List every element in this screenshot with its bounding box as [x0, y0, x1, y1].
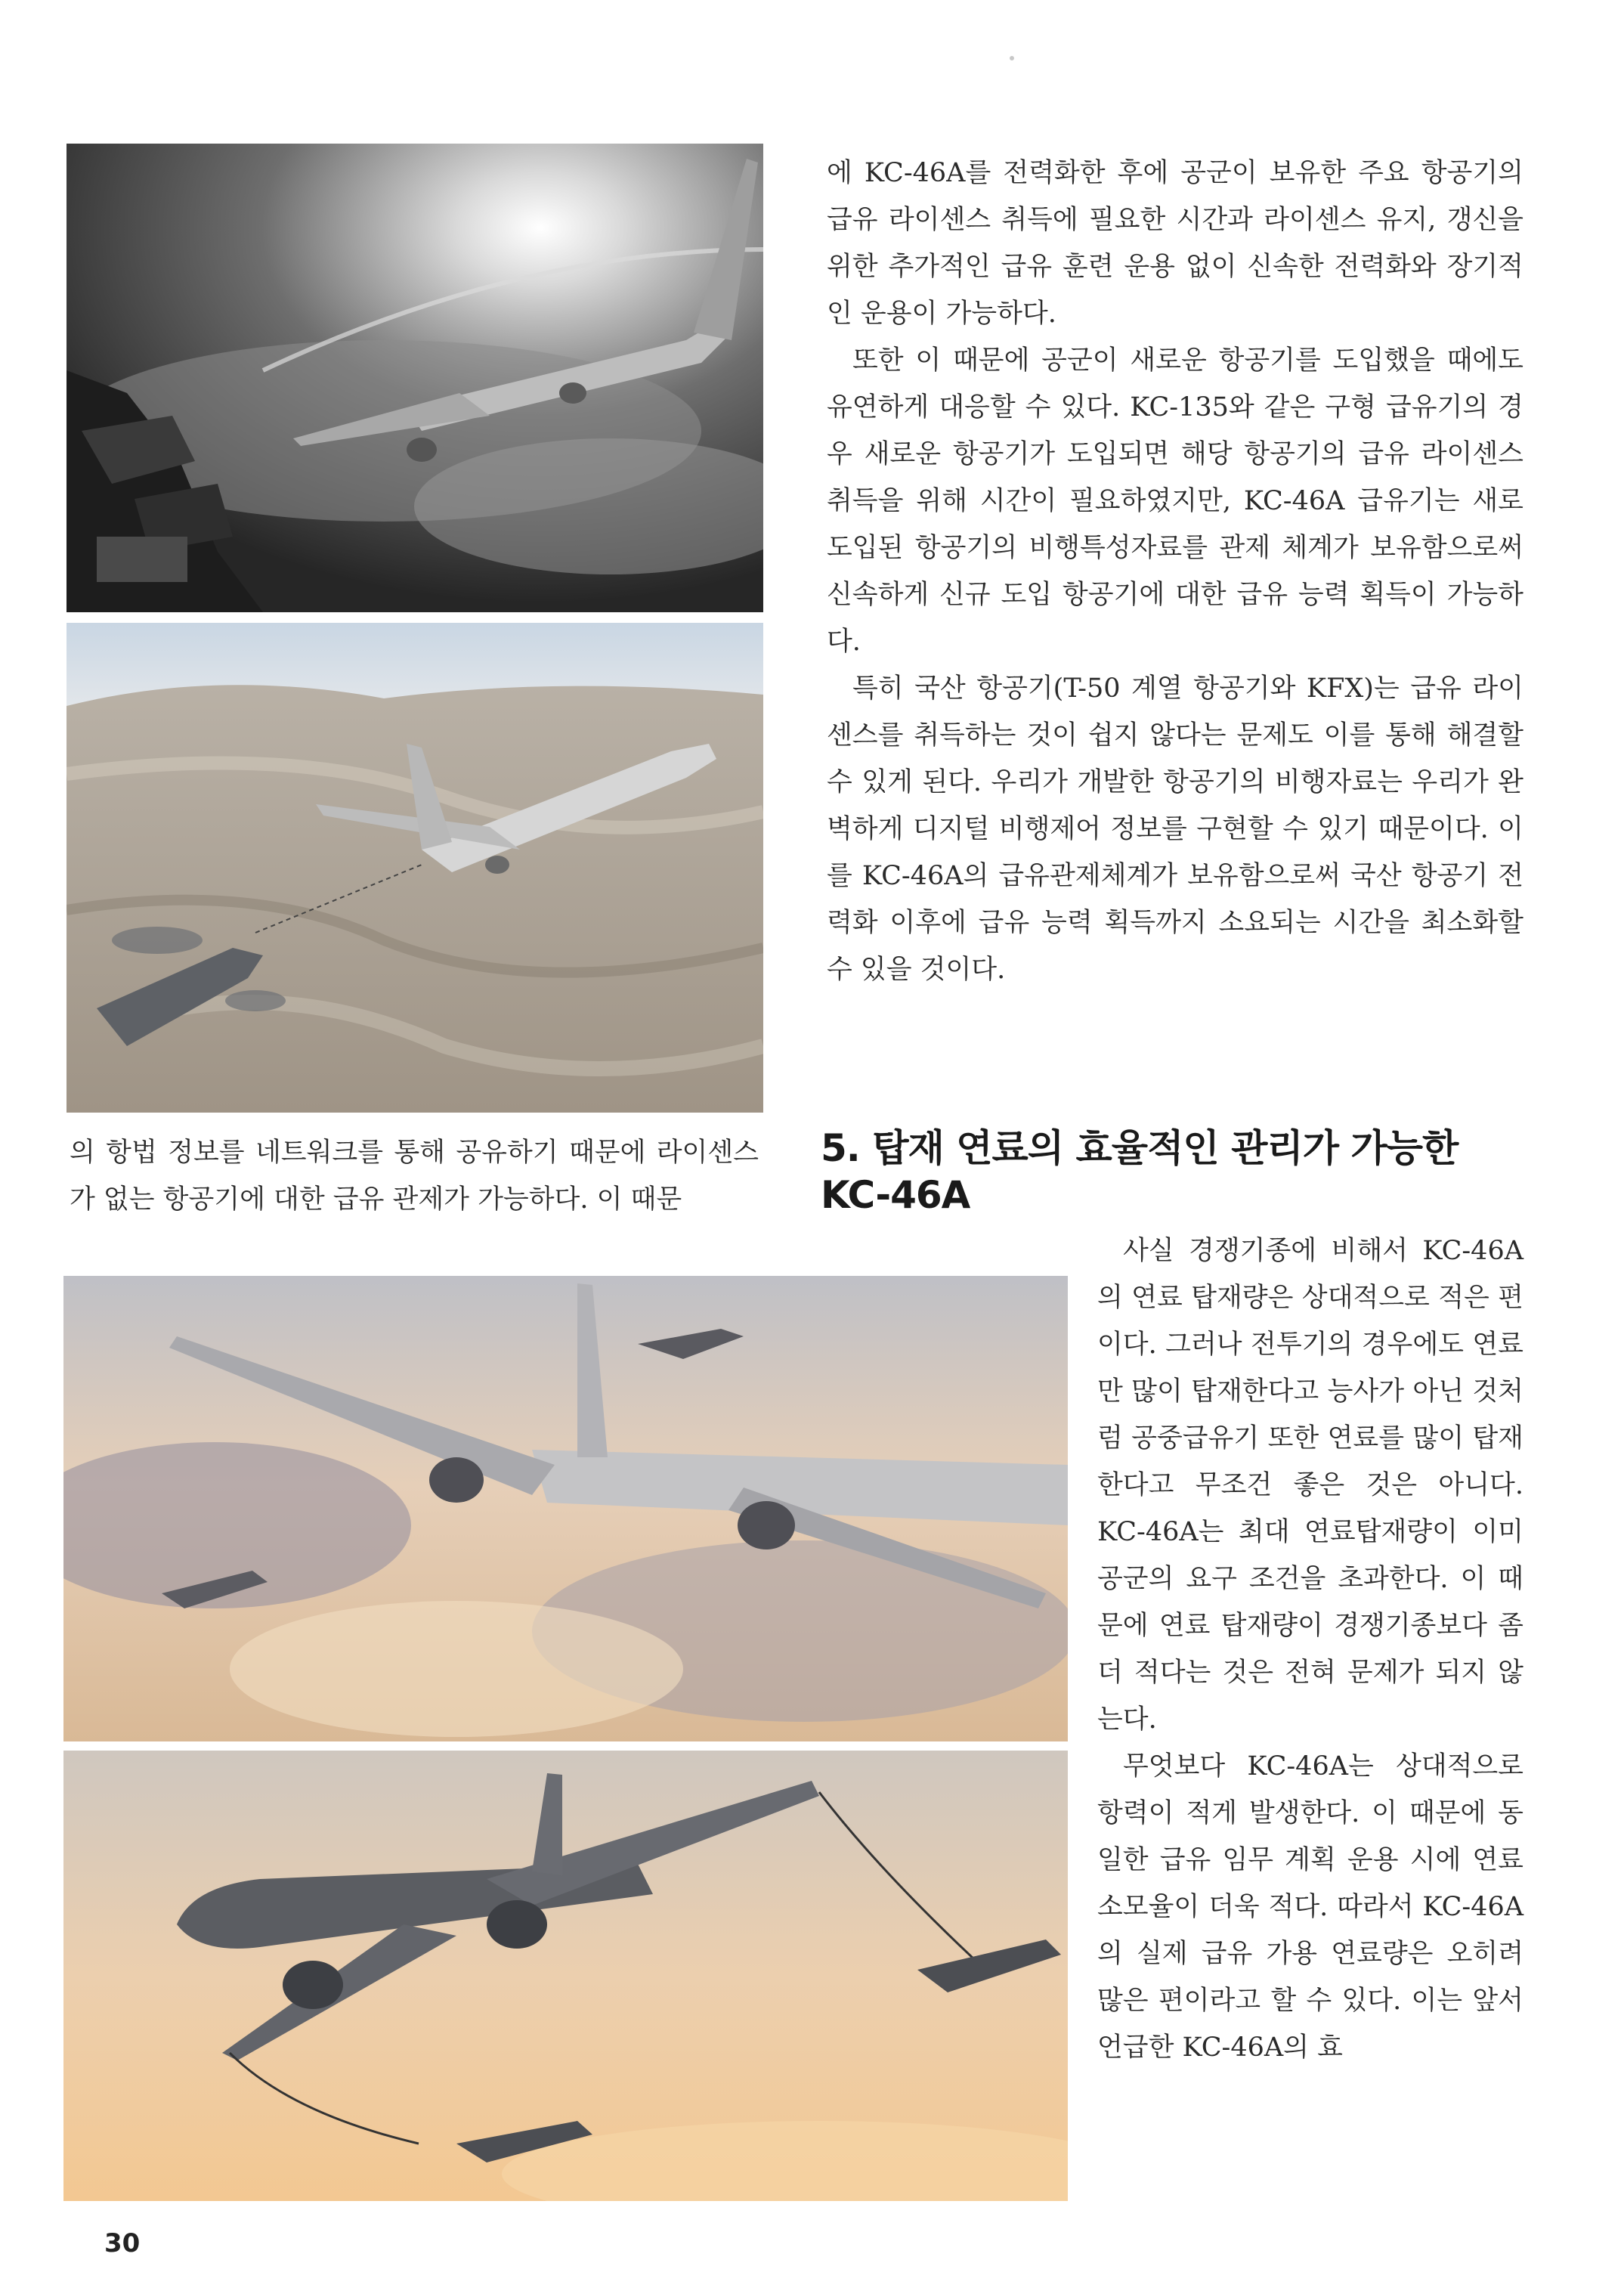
paragraph: 에 KC-46A를 전력화한 후에 공군이 보유한 주요 항공기의 급유 라이센스 취득에 필요한 시간과 라이센스 유지, 갱신을 위한 추가적인 급유 훈련 운용 없이 신속한 전력화와 장기적인 운용이 가능하다. [827, 158, 1523, 329]
photo-tanker-refueling-sunset [63, 1751, 1068, 2201]
photo-tanker-with-fighters-clouds [63, 1276, 1068, 1741]
photo-cockpit-view-tanker [67, 144, 763, 612]
paragraph: 사실 경쟁기종에 비해서 KC-46A의 연료 탑재량은 상대적으로 적은 편이다. 그러나 전투기의 경우에도 연료만 많이 탑재한다고 능사가 아닌 것처럼 공중급유기 또한 연료를 많이 탑재한다고 무조건 좋은 것은 아니다. KC-46A는 최대 연료탑재량이 이미 공군의 요구 조건을 초과한다. 이 때문에 연료 탑재량이 경쟁기종보다 좀 더 적다는 것은 전혀 문제가 되지 않는다. [1097, 1236, 1523, 1735]
paragraph: 무엇보다 KC-46A는 상대적으로 항력이 적게 발생한다. 이 때문에 동일한 급유 임무 계획 운용 시에 연료 소모율이 더욱 적다. 따라서 KC-46A의 실제 급유 가용 연료량은 오히려 많은 편이라고 할 수 있다. 이는 앞서 언급한 KC-46A의 효 [1097, 1751, 1523, 2063]
photo-tanker-over-desert [67, 623, 763, 1113]
paragraph: 특히 국산 항공기(T-50 계열 항공기와 KFX)는 급유 라이센스를 취득하는 것이 쉽지 않다는 문제도 이를 통해 해결할 수 있게 된다. 우리가 개발한 항공기의 비행자료는 우리가 완벽하게 디지털 비행제어 정보를 구현할 수 있기 때문이다. 이를 KC-46A의 급유관제체계가 보유함으로써 국산 항공기 전력화 이후에 급유 능력 획득까지 소요되는 시간을 최소화할 수 있을 것이다. [827, 673, 1523, 985]
page-number: 30 [104, 2228, 141, 2258]
right-column-bottom-text [1097, 1227, 1523, 2071]
paragraph: 의 항법 정보를 네트워크를 통해 공유하기 때문에 라이센스가 없는 항공기에 대한 급유 관제가 가능하다. 이 때문 [70, 1138, 759, 1215]
section-heading: 5. 탑재 연료의 효율적인 관리가 가능한 KC-46A [821, 1126, 1459, 1217]
right-column-top-text [827, 150, 1523, 993]
left-column-text [70, 1129, 759, 1223]
scan-speck [1010, 56, 1014, 60]
paragraph: 또한 이 때문에 공군이 새로운 항공기를 도입했을 때에도 유연하게 대응할 수 있다. KC-135와 같은 구형 급유기의 경우 새로운 항공기가 도입되면 해당 항공기의 급유 라이센스 취득을 위해 시간이 필요하였지만, KC-46A 급유기는 새로 도입된 항공기의 비행특성자료를 관제 체계가 보유함으로써 신속하게 신규 도입 항공기에 대한 급유 능력 획득이 가능하다. [827, 345, 1523, 657]
